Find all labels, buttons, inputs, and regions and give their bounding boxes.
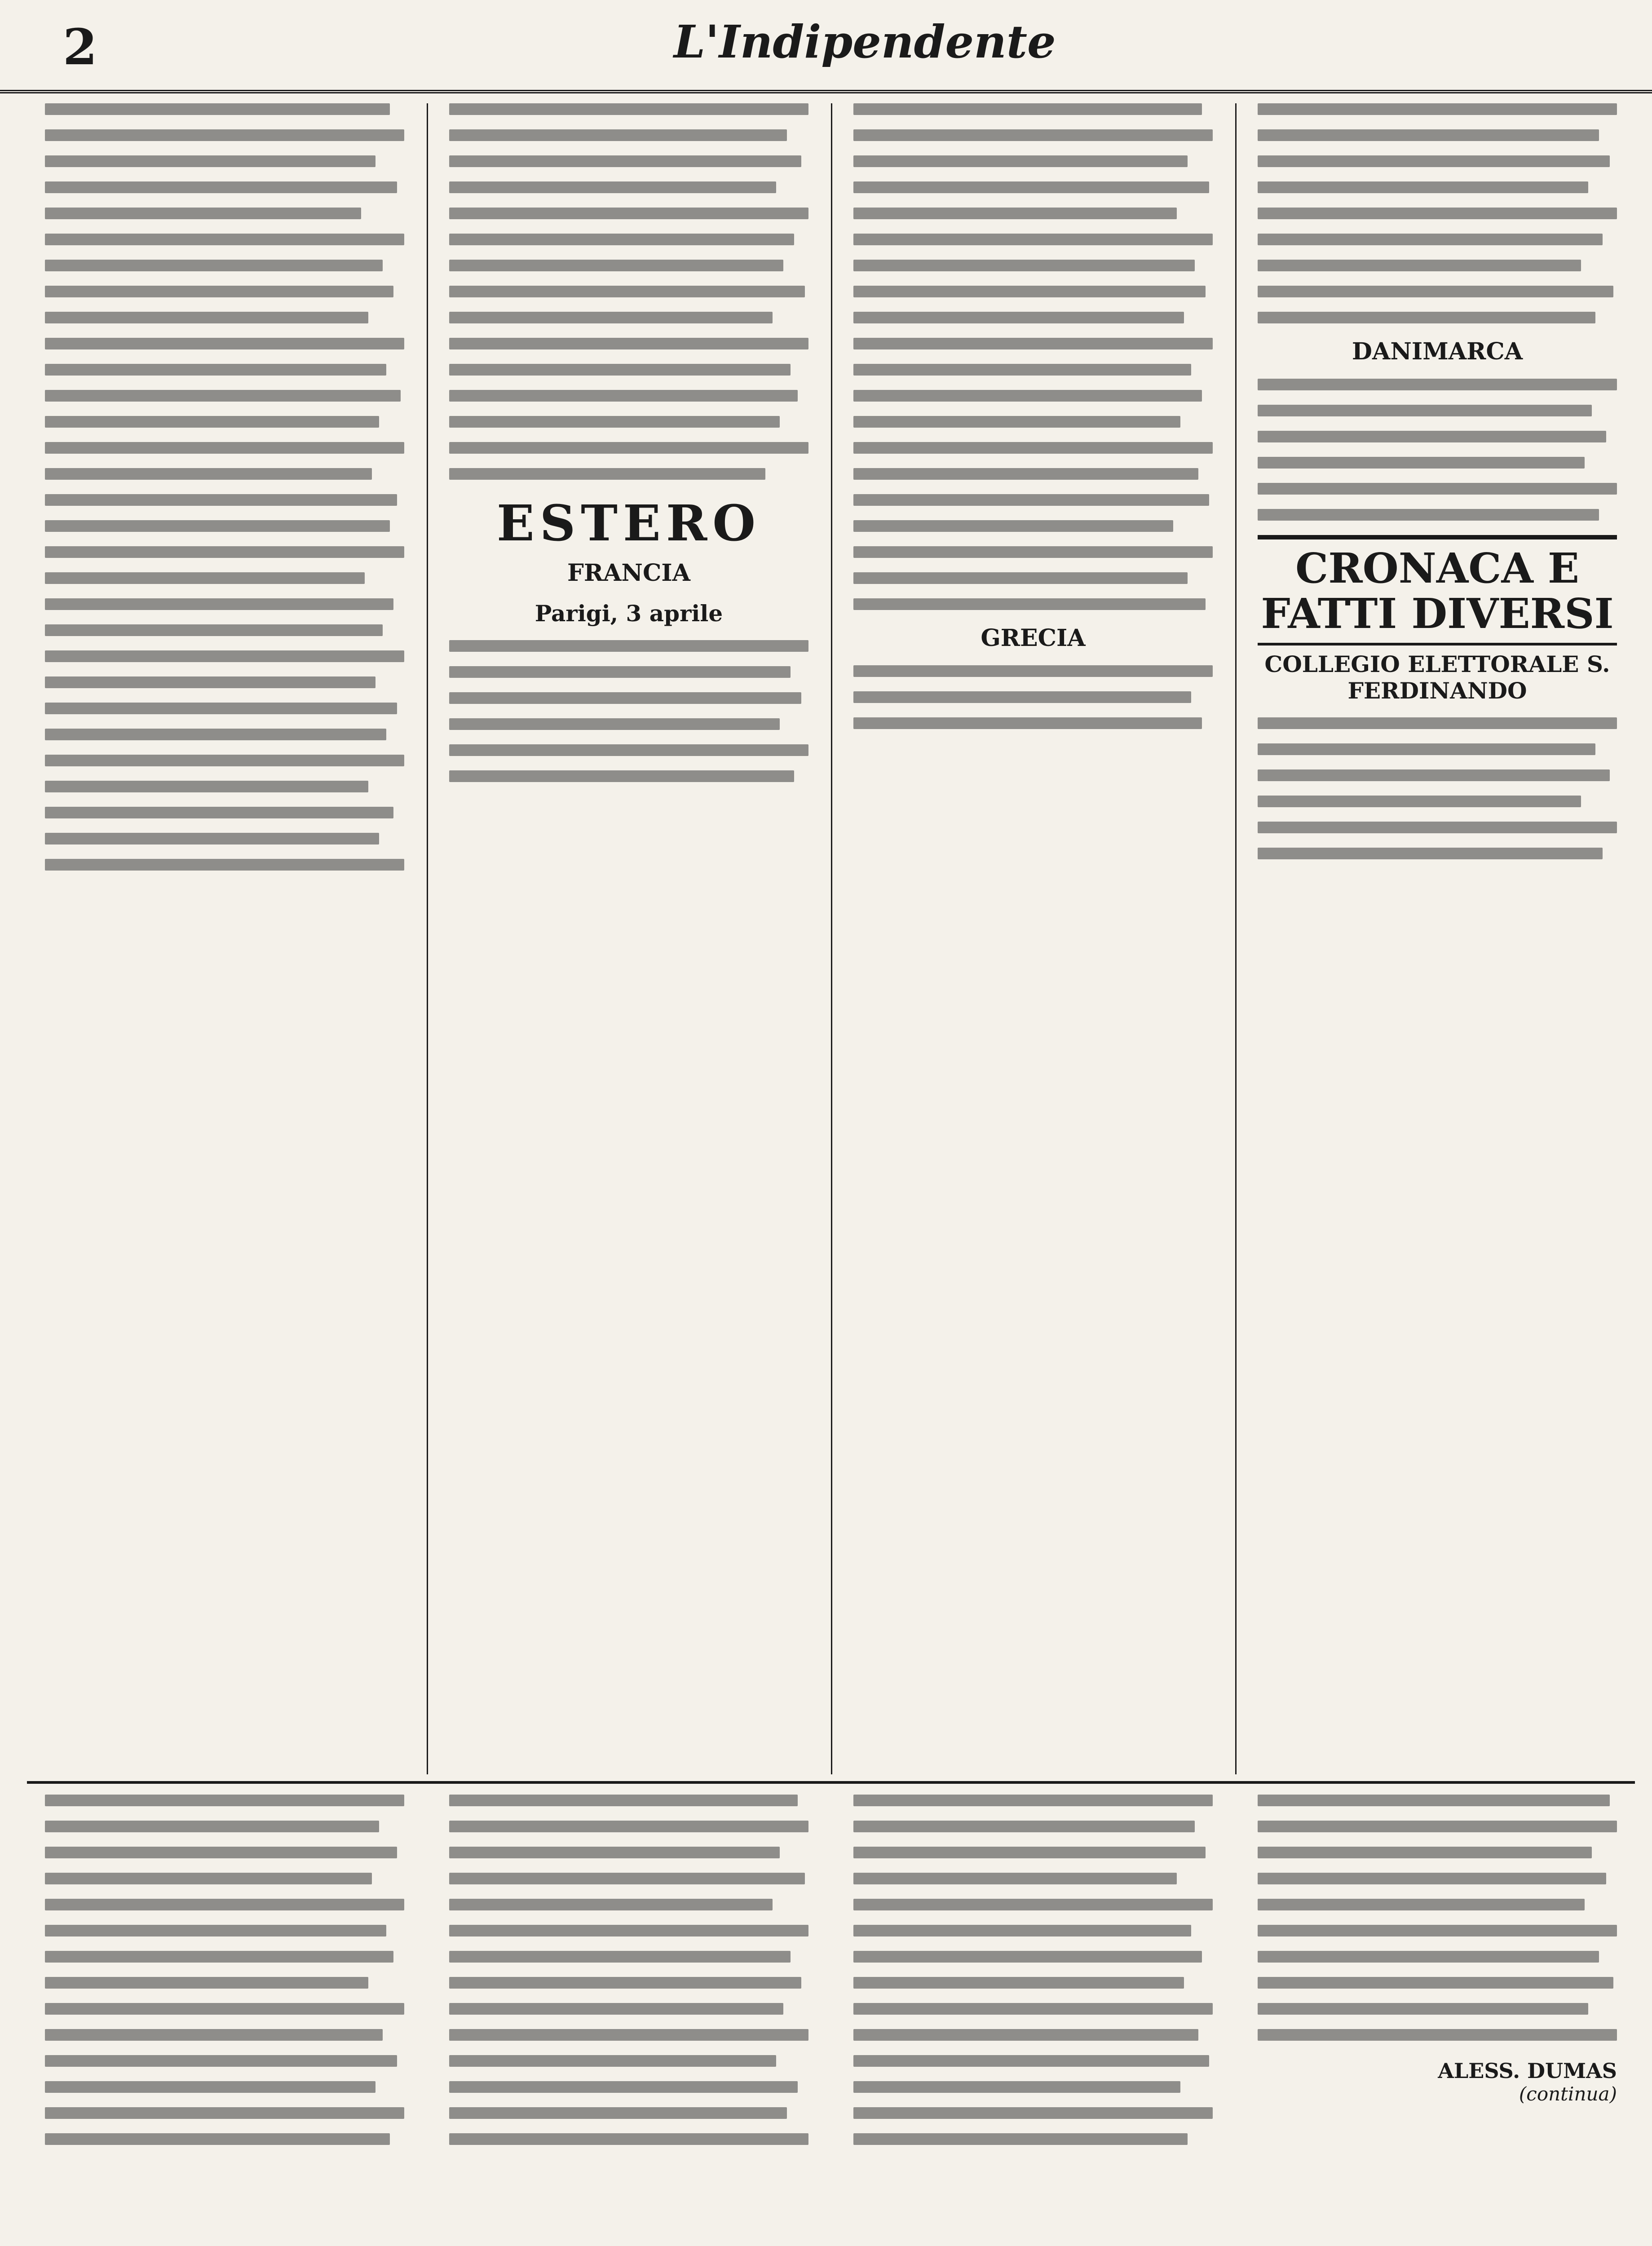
section-grecia: GRECIA xyxy=(981,624,1086,652)
section-danimarca: DANIMARCA xyxy=(1352,338,1523,365)
feuilleton-author: ALESS. DUMAS xyxy=(1438,2059,1617,2083)
section-collegio: COLLEGIO ELETTORALE S. FERDINANDO xyxy=(1264,651,1610,704)
section-francia: FRANCIA xyxy=(567,559,691,587)
feuilleton-continues: (continua) xyxy=(1519,2083,1617,2105)
section-estero: ESTERO xyxy=(496,494,761,552)
section-cronaca: CRONACA E FATTI DIVERSI xyxy=(1258,535,1617,646)
dateline-parigi: Parigi, 3 aprile xyxy=(534,600,723,627)
column-1 xyxy=(27,103,422,1774)
feuilleton-column-3 xyxy=(835,1795,1231,2246)
feuilleton-column-4 xyxy=(1240,1795,1635,2246)
page-number: 2 xyxy=(63,18,97,76)
column-4 xyxy=(1240,103,1635,1774)
masthead xyxy=(0,0,1652,93)
column-3 xyxy=(835,103,1231,1774)
paper-title: L'Indipendente xyxy=(674,15,1056,68)
column-rule xyxy=(427,103,428,1774)
column-rule xyxy=(831,103,832,1774)
feuilleton-rule xyxy=(27,1781,1635,1784)
feuilleton-column-1 xyxy=(27,1795,422,2246)
feuilleton-column-2 xyxy=(431,1795,826,2246)
column-rule xyxy=(1235,103,1237,1774)
column-2 xyxy=(431,103,826,1774)
